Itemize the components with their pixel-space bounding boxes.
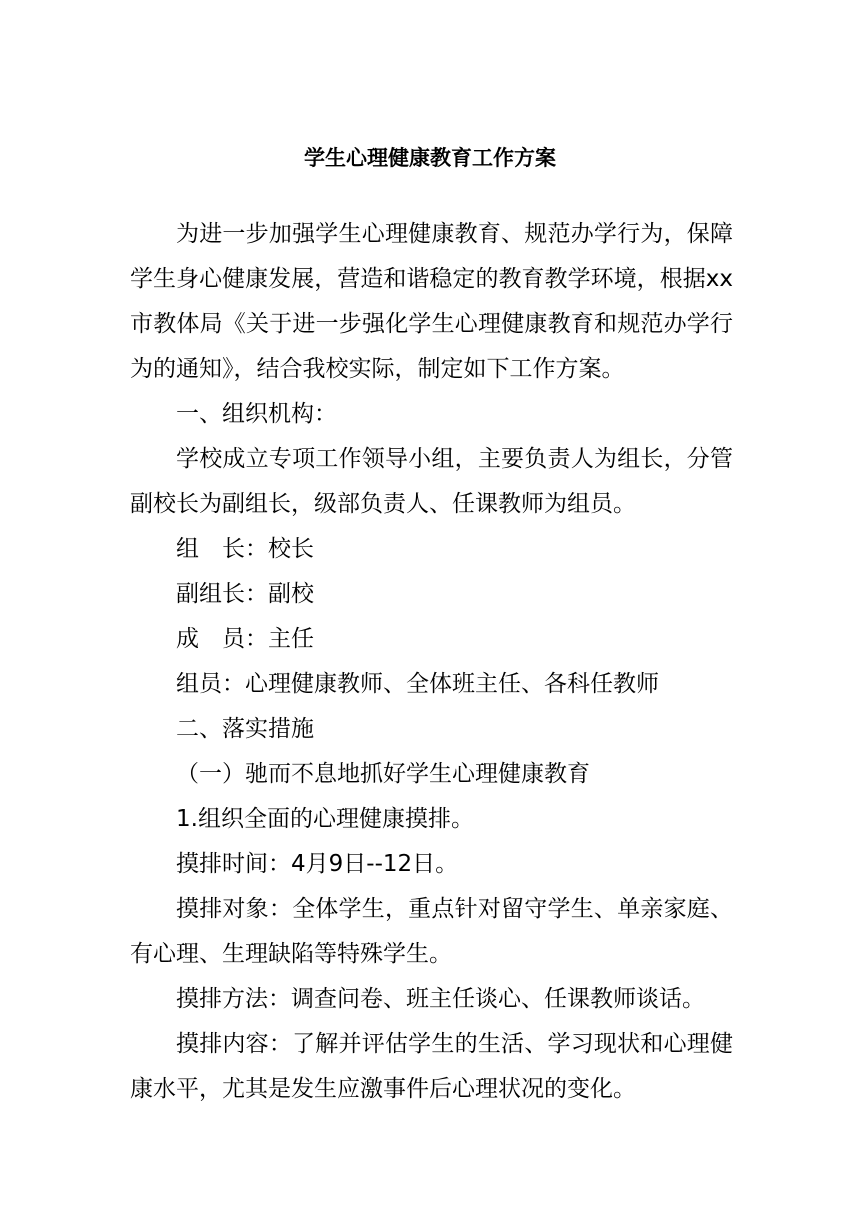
member-line: 成 员：主任 (176, 626, 314, 652)
section-heading-organization: 一、组织机构： (176, 401, 337, 427)
intro-paragraph: 为进一步加强学生心理健康教育、规范办学行为，保障学生身心健康发展，营造和谐稳定的教育教学环境，根据xx市教体局《关于进一步强化学生心理健康教育和规范办学行为的通知》，结合我校实际，制定如下工作方案。 (130, 221, 733, 382)
survey-time-line: 摸排时间：4月9日--12日。 (176, 851, 459, 877)
item-one-heading: 1.组织全面的心理健康摸排。 (176, 806, 474, 832)
document-title: 学生心理健康教育工作方案 (304, 146, 556, 170)
organization-paragraph: 学校成立专项工作领导小组，主要负责人为组长，分管副校长为副组长，级部负责人、任课教师为组员。 (130, 446, 733, 517)
deputy-leader-line: 副组长：副校 (176, 581, 314, 607)
subsection-heading-one: （一）驰而不息地抓好学生心理健康教育 (176, 761, 590, 787)
survey-method-line: 摸排方法：调查问卷、班主任谈心、任课教师谈话。 (176, 986, 705, 1012)
document-body (130, 212, 733, 1112)
survey-target-paragraph: 摸排对象：全体学生，重点针对留守学生、单亲家庭、有心理、生理缺陷等特殊学生。 (130, 896, 733, 967)
survey-content-paragraph: 摸排内容：了解并评估学生的生活、学习现状和心理健康水平，尤其是发生应激事件后心理状况的变化。 (130, 1031, 733, 1102)
section-heading-measures: 二、落实措施 (176, 716, 314, 742)
group-leader-line: 组 长：校长 (176, 536, 314, 562)
group-members-line: 组员：心理健康教师、全体班主任、各科任教师 (176, 671, 659, 697)
